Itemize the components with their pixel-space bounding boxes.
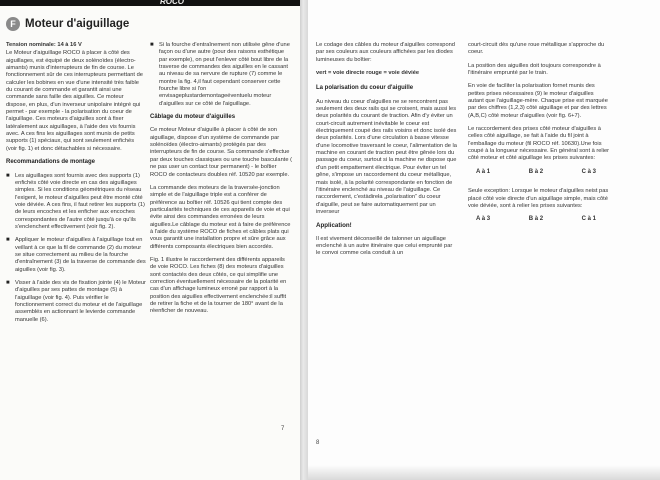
connection-paragraph: Le raccordement des prises côté moteur d'aiguilles à celles côté aiguillage, se fait à l'aide du fil joint à l'emballage du moteur (fil ROCO réf. 10630).Une fois coupé à la longueur nécessaire. En général sont à relier côté moteur et côté aiguillage les prises suivantes: [468,126,610,162]
list-item: ■ Les aiguillages sont fournis avec des supports (1) enfichés côté voie directe en cas des aiguillages simples. Si les conditions géométriques du réseau l'exigent, le moteur d'aiguilles peut être monté côté voie déviée. A ces fins, il faut retirer les supports (1) de leurs encoches et les enficher aux encoches correspondantes de l'autre côté jusqu'à ce qu'ils s'enclenchent effectivement (voir fig. 2). [6,172,145,230]
list-item: ■ Appliquer le moteur d'aiguilles à l'aiguillage tout en veillant à ce que la fil de commande (2) du moteur se situe correctement au milieu de la fourche d'entraînement (3) de la traverse de commande des aiguilles (voir fig. 3). [6,237,146,273]
warning-heading: Application! [316,222,352,230]
right-column-2 [468,42,610,236]
connection-pairs-exception [468,216,610,223]
mounting-heading: Recommandations de montage [6,159,96,166]
pair-item: B à 2 [528,168,544,175]
intro-paragraph: Le Moteur d'aiguillage ROCO à placer à côté des aiguillages, est équipé de deux solénoïdes (électro-aimants) munis d'interrupteurs de fin de course. Le fonctionnement sûr de ces interrupteurs permettant de calculer les bobines en vue d'une intensité très faible du courant de commande et garantit ainsi une commande sans faille des aiguilles. Ce moteur dispose, en plus, d'un inverseur unipolaire intégré qui permet - par exemple - la polarisation du coeur de l'aiguillage. Ces moteurs d'aiguilles sont à fixer latéralement aux aiguillages, à l'aide des vis fournis avec. A ces fins les aiguillages sont munis de petits supports (1) spéciaux, qui sont seulement enfichés (voir fig. 1) et donc détachables si nécessaire. [6,50,143,152]
book-gutter [300,0,308,480]
cabling-paragraph-1: Ce moteur Moteur d'aiguille à placer à côté de son aiguillage, dispose d'un système de commande par solénoïdes (électro-aimants) protégés par des interrupteurs de fin de course. Sa commande s'effectue par deux touches classiques ou une touche basculante ( ne pas user un contact tour permanent) - le boîtier ROCO de contacteurs doubles réf. 10520 par exemple. [150,127,292,178]
left-column-1 [6,42,146,330]
pair-item: A à 1 [476,168,491,175]
section-header [6,17,129,31]
position-paragraph: La position des aiguilles doit toujours correspondre à l'itinéraire emprunté par le train. [468,62,601,77]
color-code-line: vert = voie directe rouge = voie déviée [316,70,420,77]
pair-item: C à 1 [581,216,596,223]
polarization-paragraph: Au niveau du coeur d'aiguilles ne se rencontrent pas seulement des deux rails qui se croisent, mais aussi les deux polarités du courant de traction. Afin d'y éviter un court-circuit autrement inévitable le coeur est électriquement coupé des rails voisins et donc isolé des deux polarités. Lors d'une circulation à basse vitesse d'une locomotive traversant le coeur, l'alimentation de la machine en courant de traction peut être gênée lors du passage du coeur, surtout si la machine ne dispose que d'un petit empattement électrique. Pour éviter un tel gêne, s'impose un raccordement du coeur métallique, mais isolé, à la polarité correspondante en fonction de l'itinéraire enclenché au niveau de l'aiguillage. Ce raccordement, c'estàdireła „polarisation“ du coeur d'aiguille, peut se faire automatiquement par un inverseur [316,98,457,215]
page-number: 7 [281,426,285,432]
right-page [308,0,660,480]
pair-item: A à 3 [476,216,491,223]
page-title: Moteur d'aiguillage [25,18,130,30]
header-strip [0,0,300,6]
section-letter-badge: F [6,17,20,31]
sockets-paragraph: En voie de faciliter la polarisation fornet munis des petites prises nécessaires (9) le moteur d'aiguilles autant que l'aiguillage-mère. Chaque prise est marquée par des chiffres (1,2,3) côté aiguillage et par des lettres (A,B,C) côté moteur d'aiguilles (voir fig. 6+7). [468,83,608,119]
list-item: ■ Si la fourche d'entraînement non utilisée gêne d'une façon ou d'une autre (pour des raisons esthétique par exemple), on peut l'enlever côté bout libre de la traverse de commandes des aiguilles en le cassant au niveau de sa nervure de rupture (7) comme le montre la fig. 4,il faut cependant conserver cette fourche libre si l'on envisageplustardemontageéventuelu moteur d'aiguilles sur ce côté de l'aiguillage. [150,42,290,107]
right-column-1 [316,42,458,264]
cabling-heading: Câblage du moteur d'aiguilles [150,114,236,121]
brand-logo: ROCO [160,0,184,6]
polarization-heading: La polarisation du coeur d'aiguille [316,85,414,92]
left-column-2 [150,42,292,322]
page-edge-shadow [308,465,660,480]
warning-paragraph: Il est vivement déconseillé de talonner un aiguillage enclenché à un autre itinéraire que celui emprunté par le convoi comme cela conduit à un [316,235,453,257]
list-item: ■ Visser à l'aide des vis de fixation jointe (4) le Moteur d'aiguilles par ses pattes de montage (5) à l'aiguillage (voir fig. 4). Puis vérifier le fonctionnement correct du moteur et de l'aiguillage assemblés en actionnant le levierde commande manuelle (6). [6,279,146,323]
nominal-voltage: Tension nominale: 14 à 16 V [6,42,82,48]
cable-code-paragraph: Le codage des câbles du moteur d'aiguilles correspond par ses couleurs aux couleurs affichées par les diodes lumineuses du boîtier: [316,42,455,63]
left-page [0,0,300,480]
connection-pairs-standard [468,169,610,176]
cabling-paragraph-2: La commande des moteurs de la traversée-jonction simple et de l'aiguillage triple est a conférer de préférence au boîtier réf. 10526 qui tient compte des particularités techniques de ces appareils de voie et qui évite ainsi des commandes erronées de leurs aiguilles.Le câblage du moteur est à faire de préférence à l'aide du système ROCO de fiches et câbles plats qui vous garantit une installation propre et sûre grâce aux différents composants électriques bien accordés. [150,184,291,250]
short-circuit-paragraph: court-circuit dès qu'une roue métallique s'approche du coeur. [468,42,605,56]
pair-item: B à 2 [528,216,544,223]
figure-paragraph: Fig. 1 illustre le raccordement des différents appareils de voie ROCO. Les fiches (8) des moteurs d'aiguilles sont contactés des deux côtés, ce qui simplifie une correction éventuellement nécessaire de la polarité en cas d'un affichage lumineux erroné par rapport à la position des aiguilles effectivement enclenchée:il suffit de retirer la fiche et de la tourner de 180° avant de la réenficher de nouveau. [150,256,287,315]
page-number: 8 [316,440,320,446]
exception-paragraph: Seule exception: Lorsque le moteur d'aiguilles neist pas placé côté voie directe d'un aiguillage simple, mais côté voie déviée, sont à relier les prises suivantes: [468,188,609,209]
pair-item: C à 3 [581,168,596,175]
